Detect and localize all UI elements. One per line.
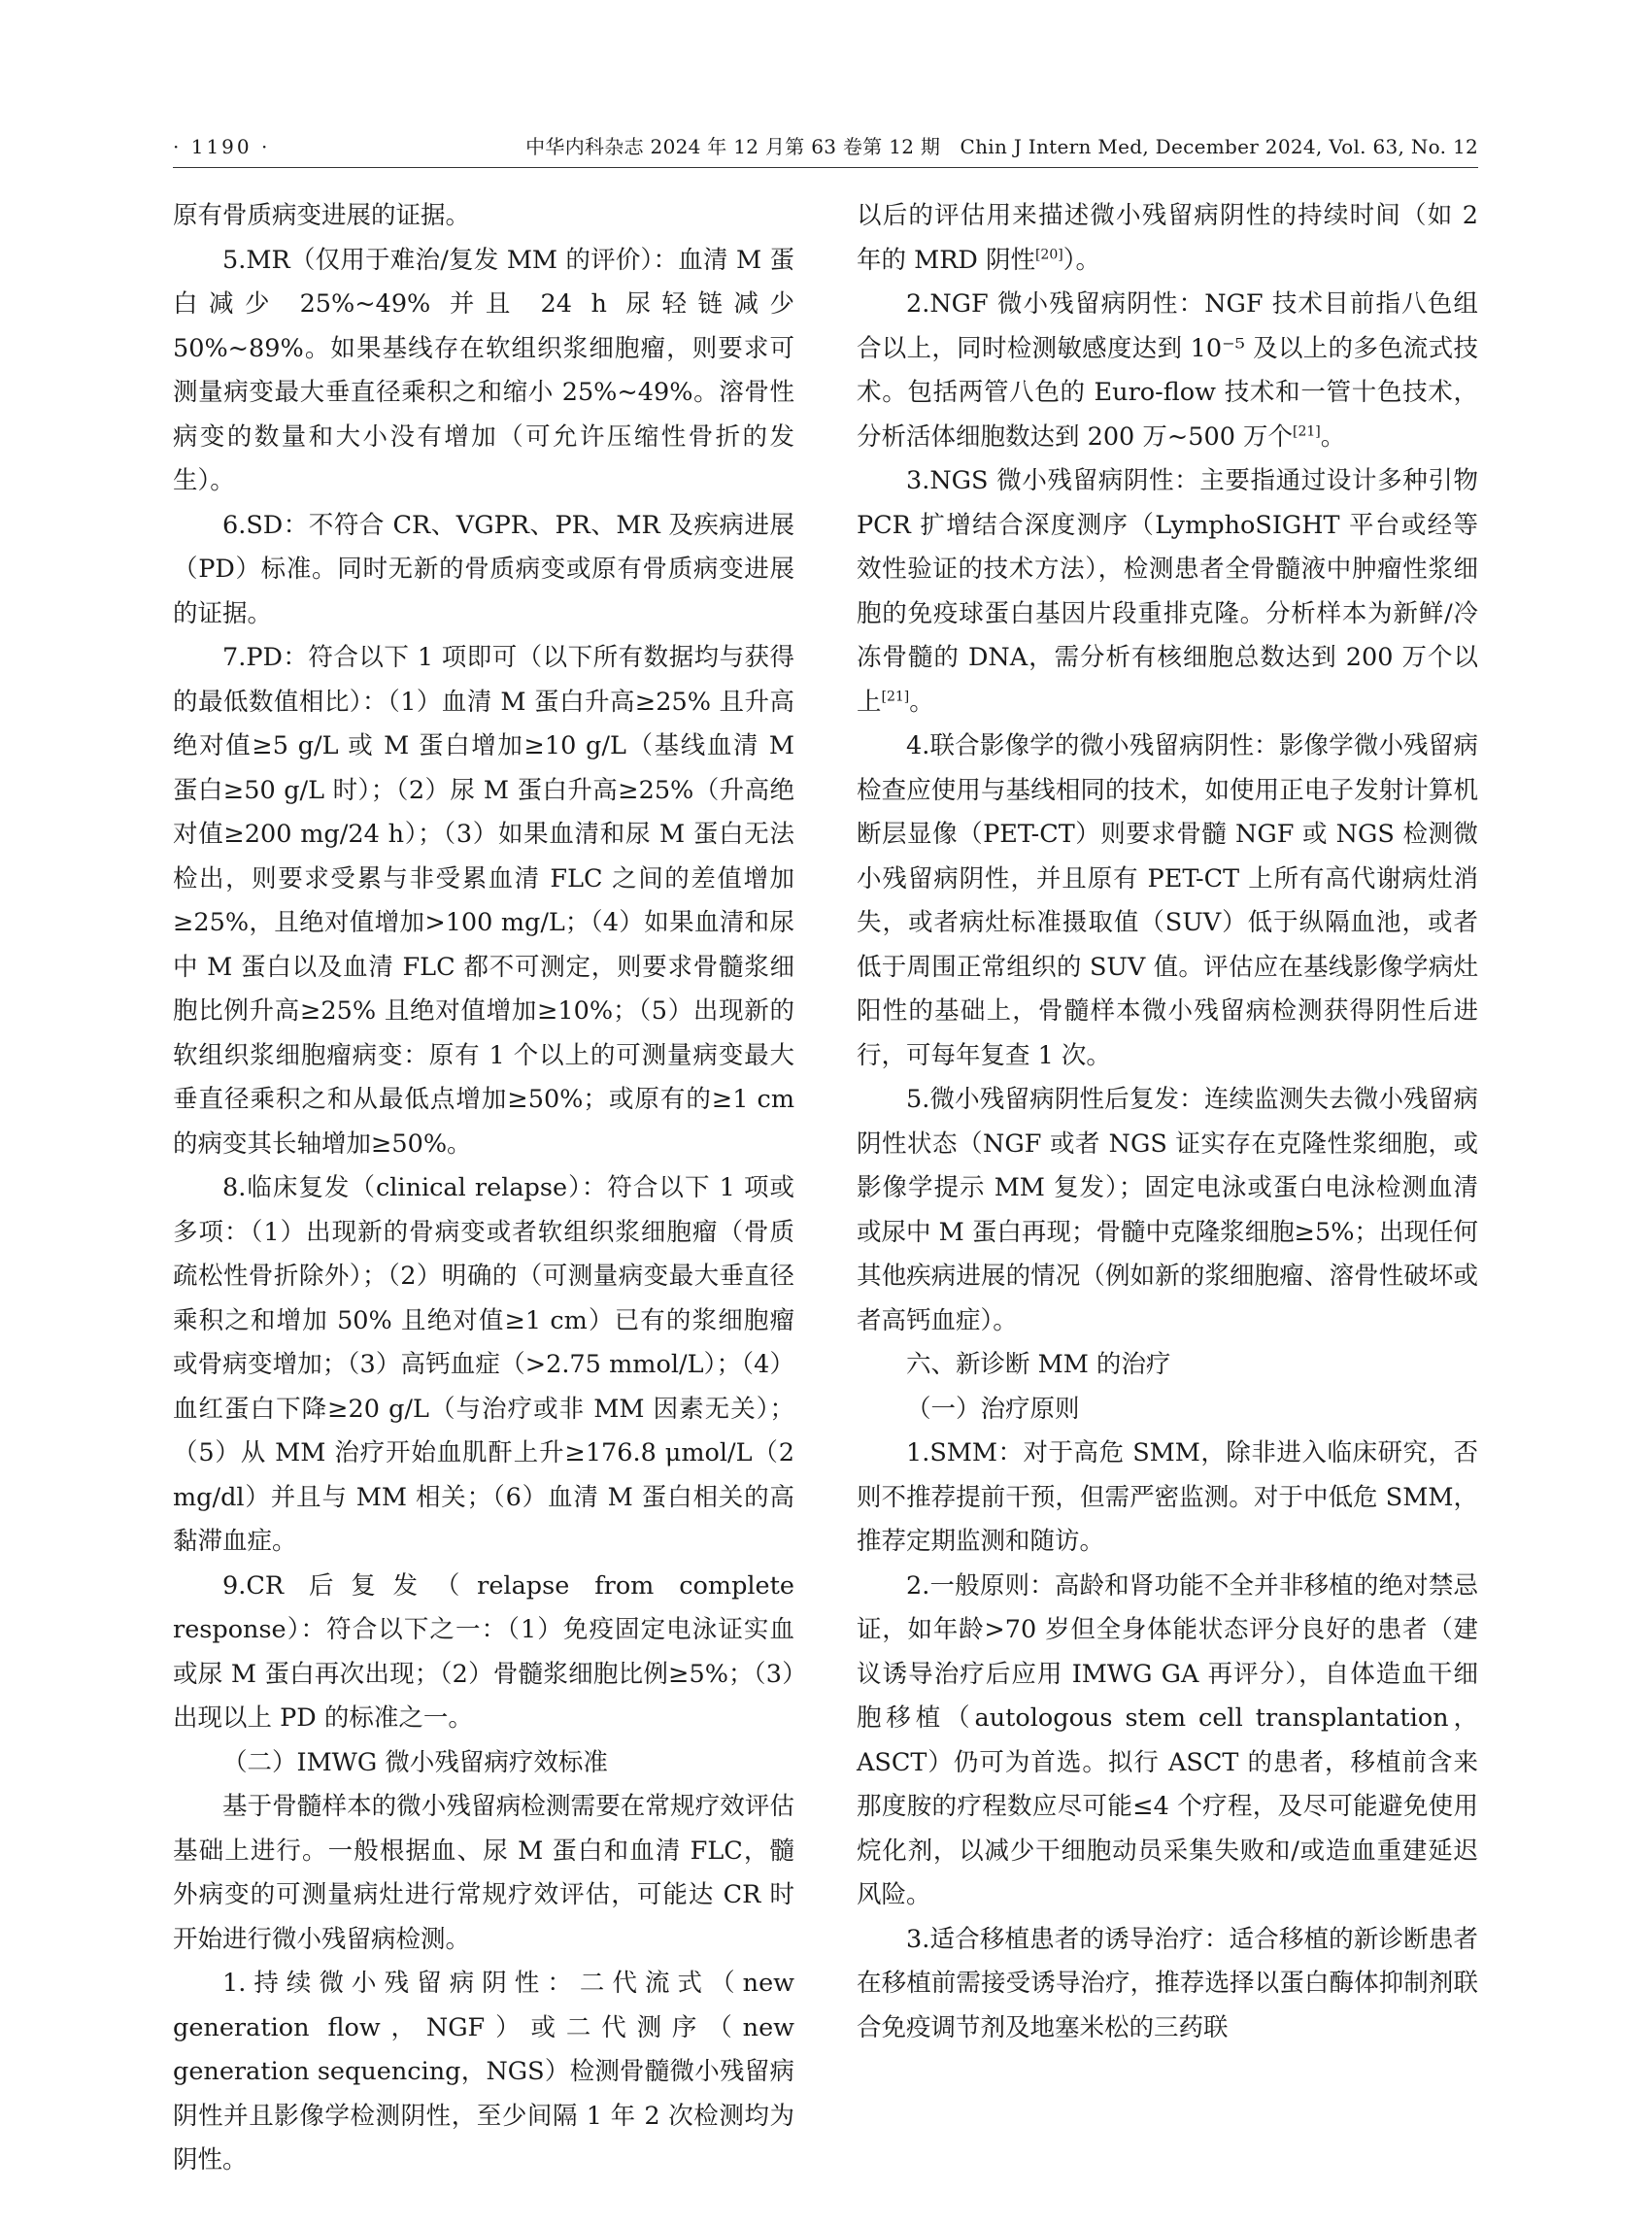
left-column bbox=[173, 194, 794, 2183]
paragraph: 基于骨髓样本的微小残留病检测需要在常规疗效评估基础上进行。一般根据血、尿 M 蛋白和血清 FLC，髓外病变的可测量病灶进行常规疗效评估，可能达 CR 时开始进行微小残留病检测。 bbox=[173, 1792, 794, 1954]
paragraph bbox=[857, 459, 1478, 725]
reference-marker: [21] bbox=[881, 689, 910, 704]
reference-marker: [20] bbox=[1034, 247, 1063, 262]
paragraph: 2.一般原则：高龄和肾功能不全并非移植的绝对禁忌证，如年龄>70 岁但全身体能状态评分良好的患者（建议诱导治疗后应用 IMWG GA 再评分），自体造血干细胞移植（autologous stem cell transplantation，ASCT）仍可为首选。拟行 ASCT 的患者，移植前含来那度胺的疗程数应尽可能≤4 个疗程，及尽可能避免使用烷化剂，以减少干细胞动员采集失败和/或造血重建延迟风险。 bbox=[857, 1570, 1478, 1909]
paragraph: 9.CR 后复发（relapse from complete response）：符合以下之一：（1）免疫固定电泳证实血或尿 M 蛋白再次出现；（2）骨髓浆细胞比例≥5%；（3）出现以上 PD 的标准之一。 bbox=[173, 1570, 794, 1733]
paragraph: 4.联合影像学的微小残留病阴性：影像学微小残留病检查应使用与基线相同的技术，如使用正电子发射计算机断层显像（PET-CT）则要求骨髓 NGF 或 NGS 检测微小残留病阴性，并且原有 PET-CT 上所有高代谢病灶消失，或者病灶标准摄取值（SUV）低于纵隔血池，或者低于周围正常组织的 SUV 值。评估应在基线影像学病灶阳性的基础上，骨髓样本微小残留病检测获得阴性后进行，可每年复查 1 次。 bbox=[857, 731, 1478, 1070]
paragraph: 1.SMM：对于高危 SMM，除非进入临床研究，否则不推荐提前干预，但需严密监测。对于中低危 SMM，推荐定期监测和随访。 bbox=[857, 1438, 1478, 1556]
paragraph: 7.PD：符合以下 1 项即可（以下所有数据均与获得的最低数值相比）：（1）血清 M 蛋白升高≥25% 且升高绝对值≥5 g/L 或 M 蛋白增加≥10 g/L（基线血清 M 蛋白≥50 g/L 时）；（2）尿 M 蛋白升高≥25%（升高绝对值≥200 mg/24 h）；（3）如果血清和尿 M 蛋白无法检出，则要求受累与非受累血清 FLC 之间的差值增加≥25%，且绝对值增加>100 mg/L；（4）如果血清和尿中 M 蛋白以及血清 FLC 都不可测定，则要求骨髓浆细胞比例升高≥25% 且绝对值增加≥10%；（5）出现新的软组织浆细胞瘤病变：原有 1 个以上的可测量病变最大垂直径乘积之和从最低点增加≥50%；或原有的≥1 cm 的病变其长轴增加≥50%。 bbox=[173, 643, 794, 1159]
paragraph-text: 3.NGS 微小残留病阴性：主要指通过设计多种引物 PCR 扩增结合深度测序（LymphoSIGHT 平台或经等效性验证的技术方法），检测患者全骨髓液中肿瘤性浆细胞的免疫球蛋白基因片段重排克隆。分析样本为新鲜/冷冻骨髓的 DNA，需分析有核细胞总数达到 200 万个以上 bbox=[857, 466, 1478, 717]
paragraph: 5.微小残留病阴性后复发：连续监测失去微小残留病阴性状态（NGF 或者 NGS 证实存在克隆性浆细胞，或影像学提示 MM 复发）；固定电泳或蛋白电泳检测血清或尿中 M 蛋白再现；骨髓中克隆浆细胞≥5%；出现任何其他疾病进展的情况（例如新的浆细胞瘤、溶骨性破坏或者高钙血症）。 bbox=[857, 1085, 1478, 1335]
page-header bbox=[173, 132, 1478, 168]
paragraph-text: ）。 bbox=[1062, 245, 1100, 275]
paragraph-text: 以后的评估用来描述微小残留病阴性的持续时间（如 2 年的 MRD 阴性 bbox=[857, 201, 1478, 275]
paragraph bbox=[857, 283, 1478, 459]
right-column bbox=[857, 194, 1478, 2050]
paragraph: 5.MR（仅用于难治/复发 MM 的评价）：血清 M 蛋白减少 25%~49% 并且 24 h 尿轻链减少 50%~89%。如果基线存在软组织浆细胞瘤，则要求可测量病变最大垂直径乘积之和缩小 25%~49%。溶骨性病变的数量和大小没有增加（可允许压缩性骨折的发生）。 bbox=[173, 245, 794, 495]
paragraph: 原有骨质病变进展的证据。 bbox=[173, 201, 471, 230]
section-heading: 六、新诊断 MM 的治疗 bbox=[906, 1350, 1171, 1379]
paragraph-text: 。 bbox=[1320, 421, 1346, 452]
paragraph: 3.适合移植患者的诱导治疗：适合移植的新诊断患者在移植前需接受诱导治疗，推荐选择以蛋白酶体抑制剂联合免疫调节剂及地塞米松的三药联 bbox=[857, 1924, 1478, 2042]
section-heading: （二）IMWG 微小残留病疗效标准 bbox=[222, 1747, 608, 1777]
paragraph bbox=[857, 194, 1478, 283]
paragraph: 1.持续微小残留病阴性：二代流式（new generation flow，NGF）或二代测序（new generation sequencing，NGS）检测骨髓微小残留病阴性并且影像学检测阴性，至少间隔 1 年 2 次检测均为阴性。 bbox=[173, 1969, 794, 2174]
paragraph: 8.临床复发（clinical relapse）：符合以下 1 项或多项：（1）出现新的骨病变或者软组织浆细胞瘤（骨质疏松性骨折除外）；（2）明确的（可测量病变最大垂直径乘积之和增加 50% 且绝对值≥1 cm）已有的浆细胞瘤或骨病变增加；（3）高钙血症（>2.75 mmol/L）；（4）血红蛋白下降≥20 g/L（与治疗或非 MM 因素无关）；（5）从 MM 治疗开始血肌酐上升≥176.8 μmol/L（2 mg/dl）并且与 MM 相关；（6）血清 M 蛋白相关的高黏滞血症。 bbox=[173, 1173, 794, 1556]
reference-marker: [21] bbox=[1293, 423, 1321, 439]
paragraph-text: 。 bbox=[909, 687, 934, 717]
page-number: · 1190 · bbox=[173, 135, 271, 158]
subsection-heading: （一）治疗原则 bbox=[906, 1394, 1080, 1424]
paragraph: 6.SD：不符合 CR、VGPR、PR、MR 及疾病进展（PD）标准。同时无新的骨质病变或原有骨质病变进展的证据。 bbox=[173, 510, 794, 628]
paragraph-text: 2.NGF 微小残留病阴性：NGF 技术目前指八色组合以上，同时检测敏感度达到 10⁻⁵ 及以上的多色流式技术。包括两管八色的 Euro-flow 技术和一管十色技术，分析活体细胞数达到 200 万~500 万个 bbox=[857, 289, 1478, 452]
journal-citation: 中华内科杂志 2024 年 12 月第 63 卷第 12 期 Chin J Intern Med, December 2024, Vol. 63, No. 12 bbox=[525, 135, 1478, 158]
